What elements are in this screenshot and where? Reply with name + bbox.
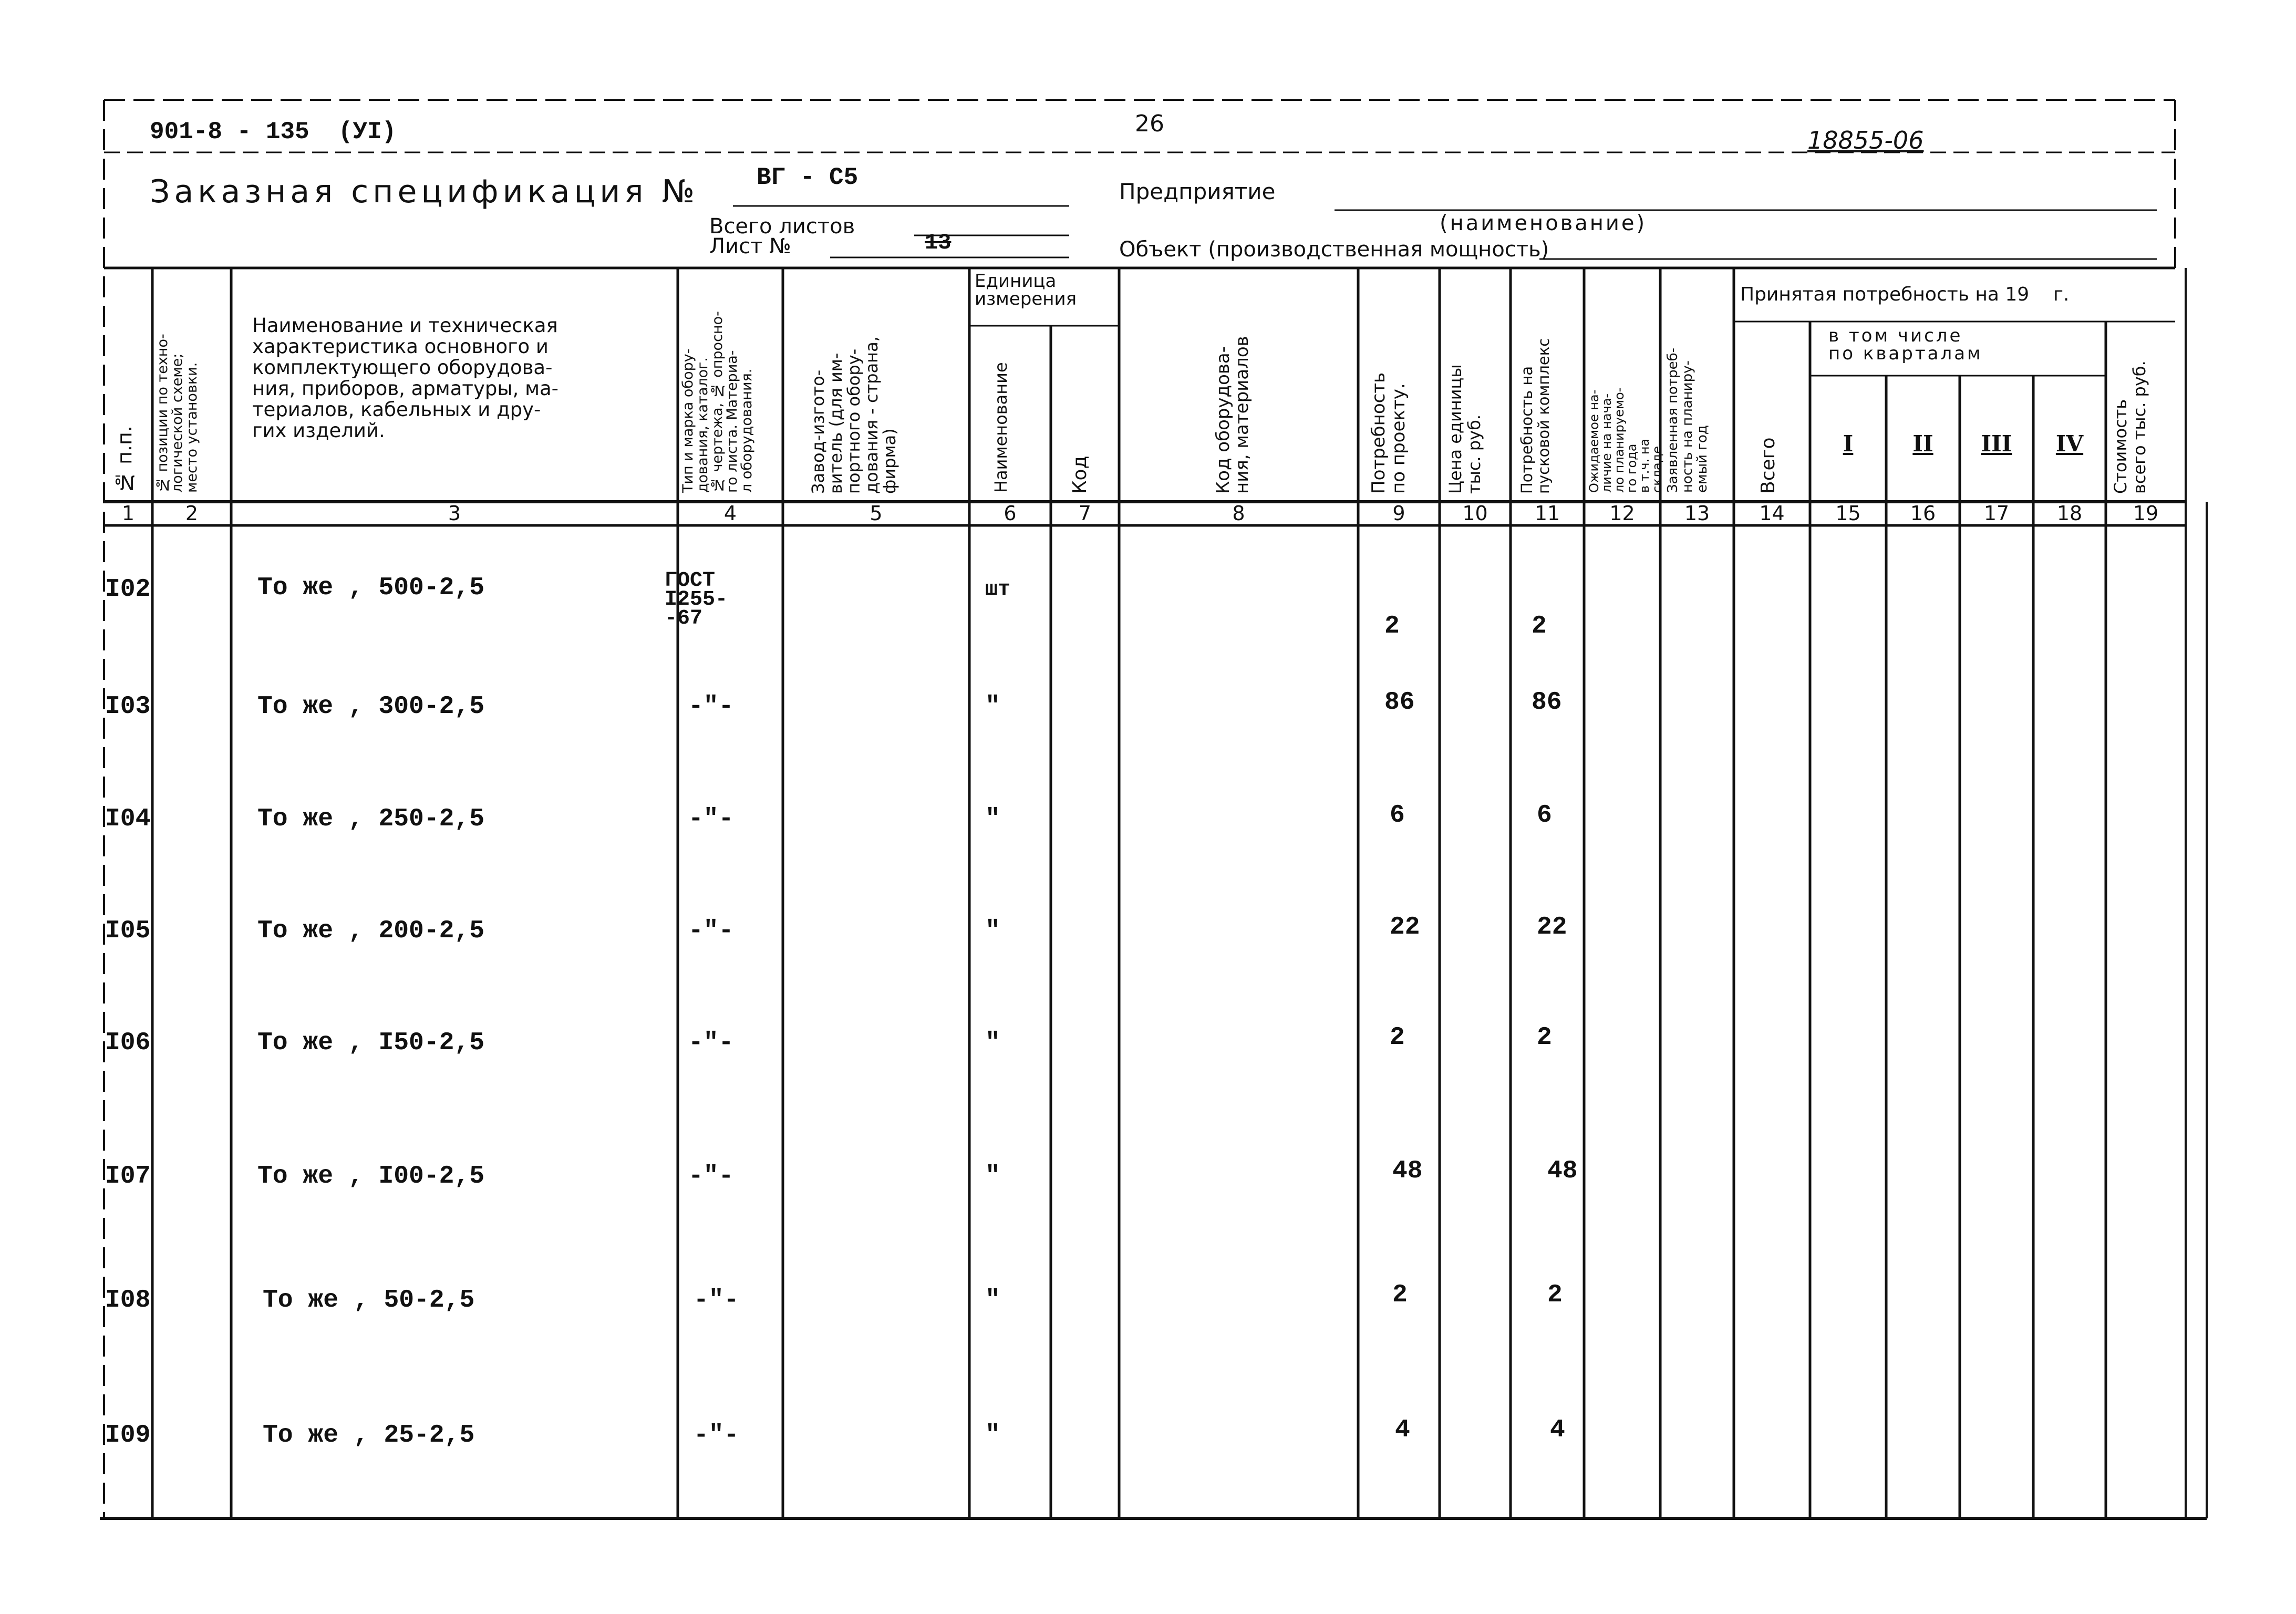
- col-header-7: Код: [1069, 456, 1091, 494]
- inventory-number: 18855-06: [1807, 126, 1924, 154]
- unit-name: ": [985, 805, 1000, 833]
- spec-number: ВГ - С5: [757, 164, 859, 191]
- item-name: То же , I00-2,5: [257, 1162, 485, 1191]
- item-name: То же , 50-2,5: [263, 1286, 475, 1315]
- unit-name: ": [985, 1421, 1000, 1450]
- row-number: I07: [105, 1162, 151, 1191]
- col-number: 11: [1534, 502, 1560, 525]
- col-number: 7: [1078, 502, 1092, 525]
- need-by-project: 22: [1390, 913, 1420, 942]
- col-header-14: Всего: [1757, 437, 1779, 494]
- col-header-16: II: [1912, 431, 1933, 457]
- need-startup: 2: [1532, 612, 1547, 640]
- type-mark: -"-: [688, 805, 734, 833]
- row-number: I05: [105, 917, 151, 945]
- col-header-12: Ожидаемое на- личие на нача- ло планируемо- го года в т.ч. на складе: [1587, 387, 1664, 493]
- col-header-11: Потребность на пусковой комплекс: [1518, 338, 1553, 494]
- col-header-9: Потребность по проекту.: [1368, 372, 1409, 494]
- item-name: То же , 250-2,5: [257, 805, 485, 833]
- unit-name: ": [985, 1286, 1000, 1315]
- quarters-header: в том числе по кварталам: [1828, 325, 1983, 364]
- item-name: То же , 500-2,5: [257, 574, 485, 602]
- col-header-6: Наименование: [991, 362, 1011, 493]
- col-number: 10: [1462, 502, 1488, 525]
- col-number: 5: [870, 502, 883, 525]
- row-number: I03: [105, 692, 151, 721]
- sheet-no-label: Лист №: [709, 234, 791, 258]
- need-startup: 2: [1547, 1281, 1563, 1309]
- col-number: 17: [1983, 502, 2010, 525]
- need-startup: 2: [1537, 1023, 1552, 1052]
- need-startup: 6: [1537, 801, 1552, 830]
- type-mark: -"-: [694, 1286, 739, 1315]
- col-number: 12: [1609, 502, 1635, 525]
- col-number: 4: [723, 502, 737, 525]
- need-startup: 48: [1547, 1157, 1578, 1185]
- item-name: То же , 200-2,5: [257, 917, 485, 945]
- unit-name: шт: [985, 578, 1011, 602]
- sheets-total-label: Всего листов: [709, 214, 855, 239]
- col-header-4: Тип и марка обору- дования, каталог. № чертежа, № опросно- го листа. Материа- л оборудования.: [680, 311, 755, 493]
- type-mark: -"-: [688, 1162, 734, 1191]
- need-by-project: 2: [1392, 1281, 1408, 1309]
- type-mark: -"-: [688, 692, 734, 721]
- unit-group-header: Единица измерения: [975, 271, 1077, 309]
- col-number: 8: [1232, 502, 1245, 525]
- doc-code: 901-8 - 135 (УI): [150, 118, 397, 146]
- col-header-5: Завод-изгото- витель (для им- портного обору- дования - страна, фирма): [808, 336, 899, 494]
- page-number: 26: [1135, 110, 1164, 137]
- col-header-8: Код оборудова- ния, материалов: [1213, 336, 1253, 494]
- row-number: I06: [105, 1029, 151, 1057]
- col-number: 13: [1684, 502, 1710, 525]
- col-header-13: Заявленная потреб- ность на планиру- емый год: [1665, 348, 1710, 493]
- need-startup: 4: [1550, 1416, 1565, 1444]
- col-number: 1: [121, 502, 135, 525]
- need-startup: 22: [1537, 913, 1567, 942]
- row-number: I09: [105, 1421, 151, 1450]
- col-number: 16: [1910, 502, 1936, 525]
- need-by-project: 86: [1384, 688, 1415, 717]
- need-startup: 86: [1532, 688, 1562, 717]
- need-by-project: 4: [1395, 1416, 1410, 1444]
- col-header-17: III: [1981, 431, 2012, 457]
- type-mark: ГОСТ I255- -67: [665, 569, 728, 630]
- need-by-project: 48: [1392, 1157, 1423, 1185]
- name-caption: (наименование): [1440, 211, 1647, 235]
- col-header-18: IV: [2055, 431, 2084, 457]
- item-name: То же , 25-2,5: [263, 1421, 475, 1450]
- col-number: 2: [185, 502, 199, 525]
- col-number: 9: [1392, 502, 1405, 525]
- item-name: То же , I50-2,5: [257, 1029, 485, 1057]
- col-number: 18: [2056, 502, 2083, 525]
- col-header-19: Стоимость всего тыс. руб.: [2111, 360, 2149, 494]
- need-by-project: 2: [1384, 612, 1400, 640]
- type-mark: -"-: [694, 1421, 739, 1450]
- col-header-1: № п.п.: [113, 426, 136, 494]
- col-number: 19: [2133, 502, 2159, 525]
- unit-name: ": [985, 1029, 1000, 1057]
- sheet-no: 13: [925, 230, 952, 255]
- row-number: I08: [105, 1286, 151, 1315]
- col-number: 15: [1835, 502, 1861, 525]
- accepted-need-header: Принятая потребность на 19 г.: [1740, 284, 2070, 305]
- unit-name: ": [985, 692, 1000, 721]
- need-by-project: 6: [1390, 801, 1405, 830]
- object-label: Объект (производственная мощность): [1119, 237, 1549, 262]
- need-by-project: 2: [1390, 1023, 1405, 1052]
- col-header-3: Наименование и техническая характеристика основного и комплектующего оборудова- ния, приборов, арматуры, ма- териалов, кабельных и дру- гих изделий.: [252, 314, 559, 442]
- spec-title: Заказная спецификация №: [150, 173, 699, 210]
- row-number: I02: [105, 575, 151, 604]
- col-number: 6: [1004, 502, 1017, 525]
- col-header-15: I: [1843, 431, 1854, 457]
- col-number: 14: [1759, 502, 1785, 525]
- item-name: То же , 300-2,5: [257, 692, 485, 721]
- type-mark: -"-: [688, 917, 734, 945]
- unit-name: ": [985, 1162, 1000, 1191]
- row-number: I04: [105, 805, 151, 833]
- enterprise-label: Предприятие: [1119, 179, 1276, 204]
- col-header-10: Цена единицы тыс. руб.: [1445, 364, 1484, 494]
- col-header-2: № позиции по техно- логической схеме; место установки.: [154, 334, 200, 493]
- type-mark: -"-: [688, 1029, 734, 1057]
- unit-name: ": [985, 917, 1000, 945]
- col-number: 3: [448, 502, 461, 525]
